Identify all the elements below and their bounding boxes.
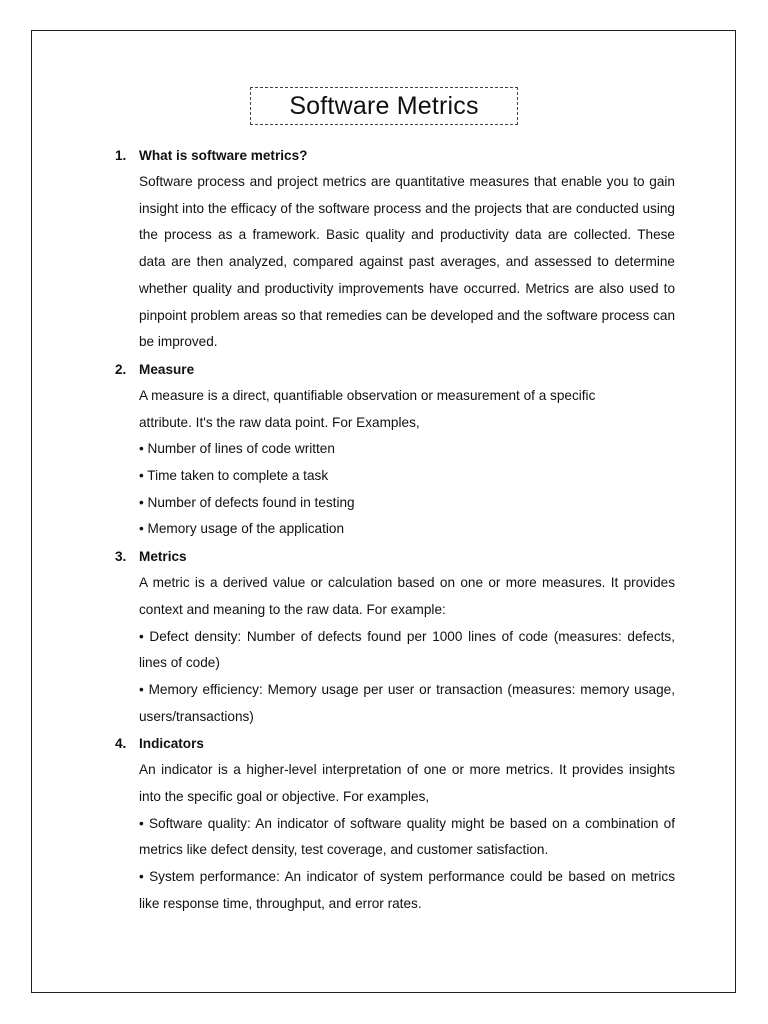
section-intro-line: A measure is a direct, quantifiable observation or measurement of a specific <box>139 387 596 403</box>
bullet-item: • Time taken to complete a task <box>139 468 329 484</box>
section-paragraph: Software process and project metrics are quantitative measures that enable you to gain insight into the efficacy of the software process and the projects that are conducted using the process as a framework. Basic quality and productivity data are collected. These data are then analyzed, compared against past averages, and assessed to determine whether quality and productivity improvements have occurred. Metrics are also used to pinpoint problem areas so that remedies can be developed and the software process can be improved. <box>139 174 675 350</box>
bullet-item: • Memory efficiency: Memory usage per user or transaction (measures: memory usage, users/transactions) <box>139 681 675 724</box>
bullet-item: • Memory usage of the application <box>139 521 345 537</box>
bullet-item: • Defect density: Number of defects found per 1000 lines of code (measures: defects, lines of code) <box>139 628 675 671</box>
section-heading-1 <box>0 142 768 169</box>
section-heading-4 <box>0 730 768 757</box>
section-title: What is software metrics? <box>139 148 308 163</box>
document-body <box>0 142 768 918</box>
section-number: 4. <box>115 736 127 752</box>
section-title: Metrics <box>139 549 187 565</box>
section-heading-3 <box>0 543 768 570</box>
section-intro-line: attribute. It's the raw data point. For Examples, <box>139 414 420 430</box>
section-heading-2 <box>0 356 768 383</box>
bullet-item: • Number of lines of code written <box>139 441 335 457</box>
section-title: Indicators <box>139 736 204 752</box>
section-number: 3. <box>115 549 127 565</box>
section-paragraph: A metric is a derived value or calculation based on one or more measures. It provides context and meaning to the raw data. For example: <box>139 575 675 617</box>
page-title: Software Metrics <box>289 92 479 120</box>
section-title: Measure <box>139 361 195 377</box>
bullet-item: • Software quality: An indicator of software quality might be based on a combination of metrics like defect density, test coverage, and customer satisfaction. <box>139 815 675 858</box>
title-box <box>250 87 518 125</box>
bullet-item: • Number of defects found in testing <box>139 494 355 510</box>
section-number: 2. <box>115 361 127 377</box>
section-number: 1. <box>115 148 127 163</box>
bullet-item: • System performance: An indicator of system performance could be based on metrics like response time, throughput, and error rates. <box>139 869 675 911</box>
section-paragraph: An indicator is a higher-level interpretation of one or more metrics. It provides insights into the specific goal or objective. For examples, <box>139 762 675 805</box>
